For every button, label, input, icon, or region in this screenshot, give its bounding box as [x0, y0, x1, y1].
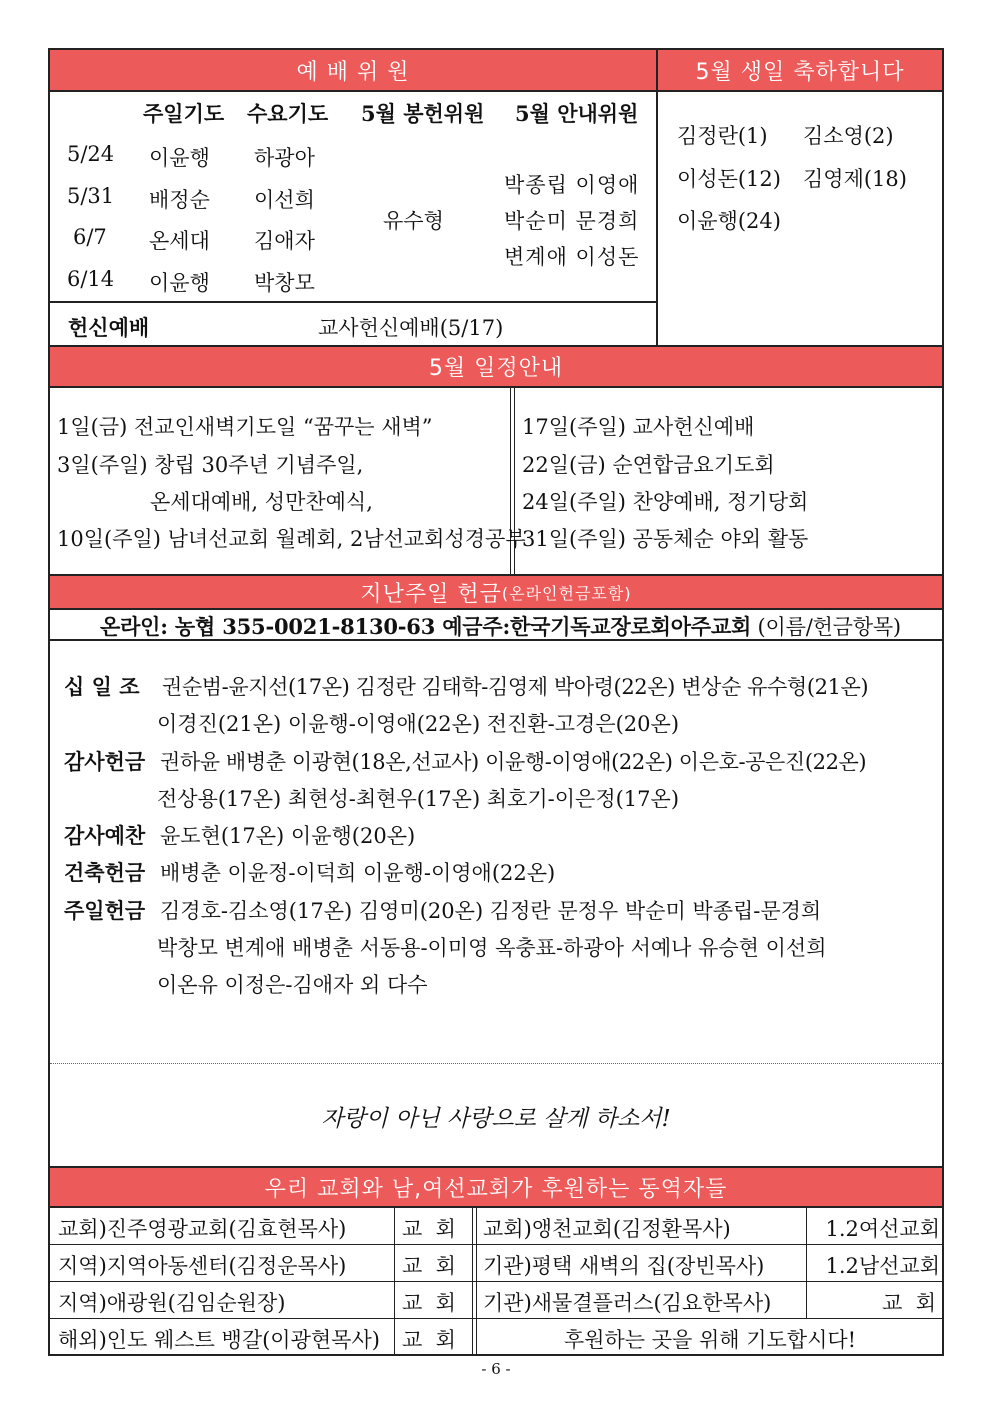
- online-account-line: [100, 611, 901, 641]
- row-date: 6/7: [73, 225, 107, 249]
- offering-label: 주일헌금: [64, 898, 146, 923]
- offering-label: 감사헌금: [64, 749, 146, 774]
- online-account-note: (이름/헌금항목): [751, 615, 901, 639]
- birthday-name: 김영제(18): [803, 167, 907, 191]
- schedule-item: 17일(주일) 교사헌신예배: [522, 415, 755, 439]
- row-date: 5/31: [67, 184, 115, 208]
- offering-label: 건축헌금: [64, 860, 146, 885]
- usher-pair: 변계애 이성돈: [504, 245, 640, 269]
- offering-title-sub: (온라인헌금포함): [501, 583, 632, 603]
- offering-names: 이경진(21온) 이윤행-이영애(22온) 전진환-고경은(20온): [157, 712, 680, 736]
- offering-names: 권순범-윤지선(17온) 김정란 김태학-김영제 박아령(22온) 변상순 유수형(21온): [162, 675, 869, 699]
- row-wednesday: 김애자: [254, 229, 315, 253]
- row-sunday: 이윤행: [149, 271, 210, 295]
- schedule-item: 24일(주일) 찬양예배, 정기당회: [522, 490, 809, 514]
- row-wednesday: 박창모: [254, 271, 315, 295]
- birthday-name: 김정란(1): [677, 124, 768, 148]
- offering-names: 전상용(17온) 최현성-최현우(17온) 최호기-이은정(17온): [157, 787, 680, 811]
- schedule-item: 10일(주일) 남녀선교회 월례회, 2남선교회성경공부: [57, 527, 526, 551]
- offering-names: 윤도현(17온) 이윤행(20온): [160, 824, 416, 848]
- mission-partner: 교회)진주영광교회(김효현목사): [58, 1217, 347, 1241]
- schedule-item: 31일(주일) 공동체순 야외 활동: [522, 527, 809, 551]
- schedule-item: 1일(금) 전교인새벽기도일 “꿈꾸는 새벽”: [57, 415, 433, 439]
- row-date: 5/24: [67, 142, 115, 166]
- mission-type: 교 회: [402, 1328, 456, 1352]
- offering-names: 박창모 변계애 배병춘 서동용-이미영 옥충표-하광아 서예나 유승현 이선희: [157, 936, 827, 960]
- mission-partner: 해외)인도 웨스트 뱅갈(이광현목사): [58, 1328, 380, 1352]
- birthday-header: 5월 생일 축하합니다: [658, 50, 942, 90]
- online-account: 온라인: 농협 355-0021-8130-63 예금주:한국기독교장로회아주교회: [100, 614, 752, 639]
- mission-sponsor: 1.2남선교회: [825, 1254, 940, 1278]
- mission-partner: 교회)앵천교회(김정환목사): [483, 1217, 731, 1241]
- offering-label: 십 일 조: [64, 674, 140, 699]
- header-sunday-prayer: 주일기도: [143, 101, 225, 126]
- row-sunday: 이윤행: [149, 146, 210, 170]
- header-ushers: 5월 안내위원: [515, 101, 639, 126]
- mission-partner: 기관)새물결플러스(김요한목사): [483, 1291, 772, 1315]
- offering-title: 지난주일 헌금: [360, 581, 502, 607]
- offering-names: 김경호-김소영(17온) 김영미(20온) 김정란 문정우 박순미 박종립-문경희: [160, 899, 822, 923]
- mission-prayer-note: 후원하는 곳을 위해 기도합시다!: [563, 1328, 857, 1352]
- motto: 자랑이 아닌 사랑으로 살게 하소서!: [321, 1106, 671, 1132]
- offering-header: [50, 576, 942, 608]
- offering-names: 배병춘 이윤정-이덕희 이윤행-이영애(22온): [160, 861, 556, 885]
- row-sunday: 배정순: [149, 188, 210, 212]
- mission-partner: 지역)지역아동센터(김정운목사): [58, 1254, 347, 1278]
- row-wednesday: 하광아: [254, 146, 315, 170]
- worship-committee-header: 예 배 위 원: [50, 50, 656, 90]
- dedication-label: 헌신예배: [68, 315, 150, 340]
- page-number: - 6 -: [481, 1360, 511, 1378]
- schedule-item: 22일(금) 순연합금요기도회: [522, 453, 775, 477]
- mission-sponsor: 1.2여선교회: [825, 1217, 940, 1241]
- schedule-item: 온세대예배, 성만찬예식,: [150, 490, 373, 514]
- offering-label: 감사예찬: [64, 823, 146, 848]
- mission-type: 교 회: [402, 1254, 456, 1278]
- mission-partner: 기관)평택 새벽의 집(장빈목사): [483, 1254, 765, 1278]
- header-wednesday-prayer: 수요기도: [247, 101, 329, 126]
- offering-committee-name: 유수형: [383, 209, 444, 233]
- header-offering-committee: 5월 봉헌위원: [361, 101, 485, 126]
- mission-type: 교 회: [402, 1217, 456, 1241]
- birthday-name: 김소영(2): [803, 124, 894, 148]
- offering-names: 권하윤 배병춘 이광현(18온,선교사) 이윤행-이영애(22온) 이은호-공은진(22온): [160, 750, 867, 774]
- row-wednesday: 이선희: [254, 188, 315, 212]
- usher-pair: 박순미 문경희: [504, 209, 640, 233]
- usher-pair: 박종립 이영애: [504, 173, 640, 197]
- row-date: 6/14: [67, 267, 115, 291]
- mission-partner: 지역)애광원(김임순원장): [58, 1291, 286, 1315]
- dedication-value: 교사헌신예배(5/17): [318, 316, 504, 340]
- birthday-name: 이성돈(12): [677, 167, 781, 191]
- mission-type: 교 회: [402, 1291, 456, 1315]
- mission-header: 우리 교회와 남,여선교회가 후원하는 동역자들: [50, 1168, 942, 1206]
- row-sunday: 온세대: [149, 229, 210, 253]
- birthday-name: 이윤행(24): [677, 209, 781, 233]
- schedule-item: 3일(주일) 창립 30주년 기념주일,: [57, 453, 364, 477]
- offering-names: 이온유 이정은-김애자 외 다수: [157, 973, 428, 997]
- schedule-header: 5월 일정안내: [50, 346, 942, 386]
- mission-sponsor: 교 회: [882, 1291, 936, 1315]
